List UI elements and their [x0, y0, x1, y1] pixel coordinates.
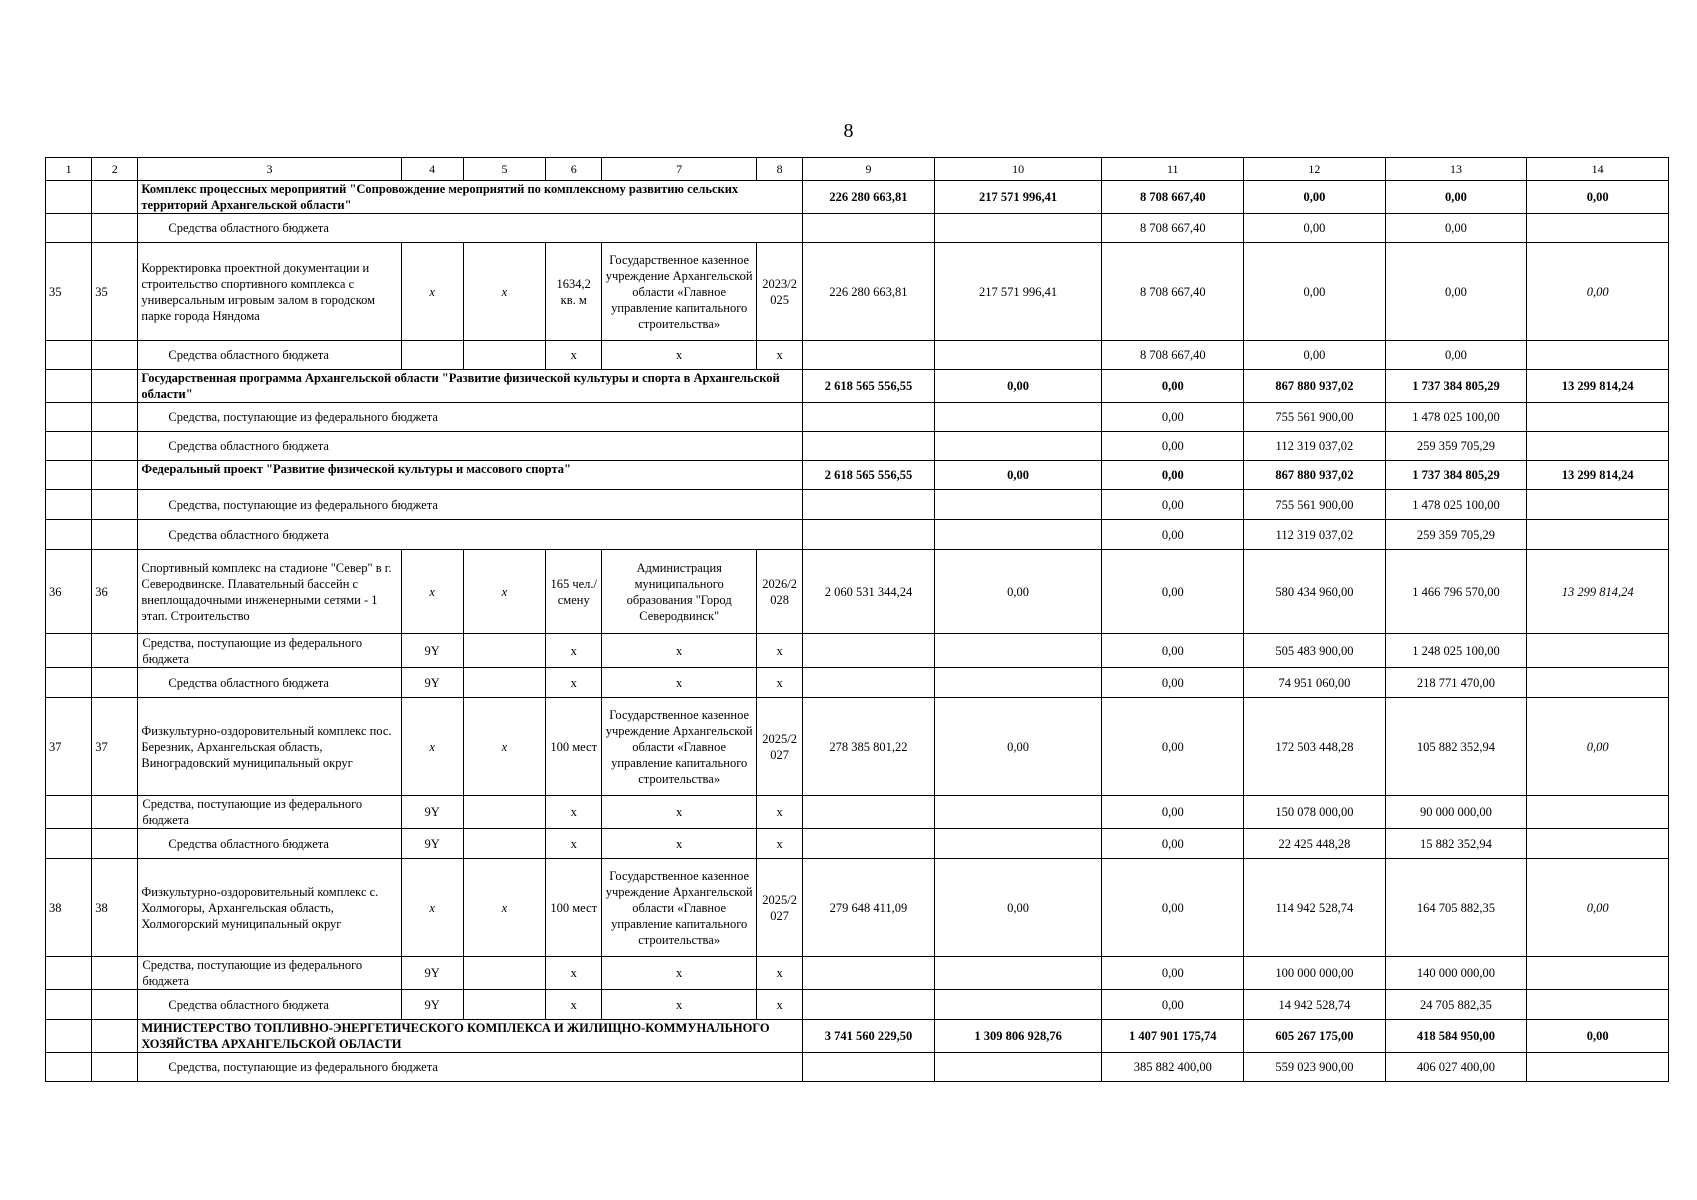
cell-col11: 0,00: [1102, 520, 1244, 550]
cell-col13: 105 882 352,94: [1385, 698, 1527, 796]
cell-col7: x: [602, 796, 757, 829]
period: 2025/2027: [757, 859, 803, 957]
section-title: Федеральный проект "Развитие физической культуры и массового спорта": [138, 461, 803, 490]
funding-row: [46, 341, 1669, 370]
cell-col11: 0,00: [1102, 432, 1244, 461]
cell-col13: 418 584 950,00: [1385, 1020, 1527, 1053]
funding-label: Средства, поступающие из федерального бюджета: [138, 796, 401, 829]
period: 2023/2025: [757, 243, 803, 341]
cell-col14: 13 299 814,24: [1527, 370, 1669, 403]
cell-col4: 9Y: [401, 829, 463, 859]
funding-label: Средства областного бюджета: [138, 668, 401, 698]
cell-col12: 14 942 528,74: [1244, 990, 1386, 1020]
cell-col13: 406 027 400,00: [1385, 1053, 1527, 1082]
cell-col4: х: [401, 859, 463, 957]
cell-col14: 13 299 814,24: [1527, 461, 1669, 490]
funding-row: [46, 432, 1669, 461]
cell-col12: 112 319 037,02: [1244, 432, 1386, 461]
cell-col12: 112 319 037,02: [1244, 520, 1386, 550]
object-name: Физкультурно-оздоровительный комплекс с. Холмогоры, Архангельская область, Холмогорский муниципальный округ: [138, 859, 401, 957]
header-cell: 10: [934, 158, 1102, 181]
cell-col10: 0,00: [934, 370, 1102, 403]
funding-label: Средства, поступающие из федерального бюджета: [138, 1053, 803, 1082]
object-row: [46, 550, 1669, 634]
row-number: 36: [92, 550, 138, 634]
cell-col13: 90 000 000,00: [1385, 796, 1527, 829]
cell-col7: x: [602, 668, 757, 698]
period: 2026/2028: [757, 550, 803, 634]
cell-col10: 0,00: [934, 698, 1102, 796]
header-cell: 3: [138, 158, 401, 181]
cell-col11: 8 708 667,40: [1102, 341, 1244, 370]
cell-col12: 580 434 960,00: [1244, 550, 1386, 634]
row-number: 36: [46, 550, 92, 634]
cell-col12: 0,00: [1244, 181, 1386, 214]
cell-col13: 24 705 882,35: [1385, 990, 1527, 1020]
capacity: 100 мест: [546, 698, 602, 796]
period: 2025/2027: [757, 698, 803, 796]
customer: Администрация муниципального образования "Город Северодвинск": [602, 550, 757, 634]
cell-col6: x: [546, 957, 602, 990]
cell-col14: 0,00: [1527, 698, 1669, 796]
capacity: 1634,2 кв. м: [546, 243, 602, 341]
cell-col14: 0,00: [1527, 181, 1669, 214]
funding-label: Средства, поступающие из федерального бюджета: [138, 490, 803, 520]
cell-col9: 226 280 663,81: [803, 181, 935, 214]
row-number: 37: [46, 698, 92, 796]
cell-col14: 0,00: [1527, 243, 1669, 341]
cell-col4: 9Y: [401, 990, 463, 1020]
customer: Государственное казенное учреждение Архангельской области «Главное управление капитального строительства»: [602, 859, 757, 957]
capacity: 165 чел./смену: [546, 550, 602, 634]
cell-col11: 0,00: [1102, 796, 1244, 829]
cell-col12: 172 503 448,28: [1244, 698, 1386, 796]
header-cell: 12: [1244, 158, 1386, 181]
cell-col13: 0,00: [1385, 243, 1527, 341]
cell-col12: 867 880 937,02: [1244, 461, 1386, 490]
cell-col13: 15 882 352,94: [1385, 829, 1527, 859]
cell-col10: 0,00: [934, 461, 1102, 490]
section-title: МИНИСТЕРСТВО ТОПЛИВНО-ЭНЕРГЕТИЧЕСКОГО КОМПЛЕКСА И ЖИЛИЩНО-КОММУНАЛЬНОГО ХОЗЯЙСТВА АРХАНГЕЛЬСКОЙ ОБЛАСТИ: [138, 1020, 803, 1053]
funding-label: Средства областного бюджета: [138, 829, 401, 859]
cell-col12: 559 023 900,00: [1244, 1053, 1386, 1082]
funding-row: [46, 634, 1669, 668]
header-cell: 9: [803, 158, 935, 181]
cell-col13: 1 466 796 570,00: [1385, 550, 1527, 634]
cell-col4: х: [401, 550, 463, 634]
cell-col12: 755 561 900,00: [1244, 403, 1386, 432]
cell-col13: 0,00: [1385, 341, 1527, 370]
cell-col10: 0,00: [934, 859, 1102, 957]
section-row: [46, 370, 1669, 403]
header-cell: 13: [1385, 158, 1527, 181]
cell-col9: 2 618 565 556,55: [803, 461, 935, 490]
cell-col7: x: [602, 634, 757, 668]
funding-label: Средства областного бюджета: [138, 520, 803, 550]
cell-col12: 114 942 528,74: [1244, 859, 1386, 957]
cell-col6: x: [546, 341, 602, 370]
object-row: [46, 698, 1669, 796]
cell-col8: x: [757, 668, 803, 698]
cell-col11: 0,00: [1102, 550, 1244, 634]
cell-col4: х: [401, 698, 463, 796]
cell-col11: 0,00: [1102, 403, 1244, 432]
cell-col4: 9Y: [401, 668, 463, 698]
cell-col6: x: [546, 634, 602, 668]
object-name: Спортивный комплекс на стадионе "Север" в г. Северодвинске. Плавательный бассейн с внеплощадочными инженерными сетями - 1 этап. Строительство: [138, 550, 401, 634]
cell-col11: 8 708 667,40: [1102, 243, 1244, 341]
funding-row: [46, 668, 1669, 698]
cell-col12: 867 880 937,02: [1244, 370, 1386, 403]
cell-col13: 259 359 705,29: [1385, 520, 1527, 550]
cell-col10: 0,00: [934, 550, 1102, 634]
header-cell: 14: [1527, 158, 1669, 181]
row-number: 35: [46, 243, 92, 341]
cell-col11: 8 708 667,40: [1102, 181, 1244, 214]
funding-label: Средства, поступающие из федерального бюджета: [138, 634, 401, 668]
object-name: Корректировка проектной документации и строительство спортивного комплекса с универсальным игровым залом в городском парке города Няндома: [138, 243, 401, 341]
cell-col6: x: [546, 829, 602, 859]
cell-col12: 605 267 175,00: [1244, 1020, 1386, 1053]
cell-col12: 100 000 000,00: [1244, 957, 1386, 990]
funding-row: [46, 829, 1669, 859]
cell-col8: x: [757, 829, 803, 859]
header-cell: 7: [602, 158, 757, 181]
object-name: Физкультурно-оздоровительный комплекс пос. Березник, Архангельская область, Виноградовский муниципальный округ: [138, 698, 401, 796]
row-number: 35: [92, 243, 138, 341]
cell-col5: х: [463, 859, 545, 957]
cell-col10: 1 309 806 928,76: [934, 1020, 1102, 1053]
cell-col11: 0,00: [1102, 490, 1244, 520]
cell-col12: 755 561 900,00: [1244, 490, 1386, 520]
row-number: 38: [92, 859, 138, 957]
funding-row: [46, 957, 1669, 990]
cell-col13: 1 478 025 100,00: [1385, 490, 1527, 520]
cell-col8: x: [757, 796, 803, 829]
cell-col14: 0,00: [1527, 859, 1669, 957]
section-row: [46, 461, 1669, 490]
cell-col11: 0,00: [1102, 668, 1244, 698]
funding-label: Средства областного бюджета: [138, 990, 401, 1020]
header-cell: 4: [401, 158, 463, 181]
cell-col9: 2 060 531 344,24: [803, 550, 935, 634]
cell-col8: x: [757, 341, 803, 370]
cell-col12: 74 951 060,00: [1244, 668, 1386, 698]
cell-col11: 0,00: [1102, 829, 1244, 859]
cell-col11: 8 708 667,40: [1102, 214, 1244, 243]
cell-col8: x: [757, 990, 803, 1020]
section-row: [46, 181, 1669, 214]
header-cell: 5: [463, 158, 545, 181]
page-number: 8: [843, 120, 854, 142]
cell-col13: 1 248 025 100,00: [1385, 634, 1527, 668]
cell-col9: 278 385 801,22: [803, 698, 935, 796]
cell-col12: 0,00: [1244, 214, 1386, 243]
cell-col11: 0,00: [1102, 634, 1244, 668]
funding-label: Средства областного бюджета: [138, 432, 803, 461]
cell-col12: 150 078 000,00: [1244, 796, 1386, 829]
funding-row: [46, 214, 1669, 243]
cell-col7: x: [602, 829, 757, 859]
cell-col4: 9Y: [401, 796, 463, 829]
header-cell: 2: [92, 158, 138, 181]
cell-col13: 140 000 000,00: [1385, 957, 1527, 990]
cell-col11: 0,00: [1102, 370, 1244, 403]
cell-col13: 0,00: [1385, 214, 1527, 243]
cell-col10: 217 571 996,41: [934, 181, 1102, 214]
cell-col8: x: [757, 957, 803, 990]
section-title: Государственная программа Архангельской области "Развитие физической культуры и спорта в Архангельской области": [138, 370, 803, 403]
header-cell: 11: [1102, 158, 1244, 181]
cell-col11: 0,00: [1102, 990, 1244, 1020]
cell-col13: 218 771 470,00: [1385, 668, 1527, 698]
cell-col12: 505 483 900,00: [1244, 634, 1386, 668]
cell-col13: 164 705 882,35: [1385, 859, 1527, 957]
cell-col14: 0,00: [1527, 1020, 1669, 1053]
cell-col11: 0,00: [1102, 461, 1244, 490]
funding-label: Средства областного бюджета: [138, 214, 803, 243]
object-row: [46, 859, 1669, 957]
cell-col5: х: [463, 550, 545, 634]
cell-col13: 0,00: [1385, 181, 1527, 214]
cell-col11: 0,00: [1102, 957, 1244, 990]
cell-col8: x: [757, 634, 803, 668]
cell-col12: 22 425 448,28: [1244, 829, 1386, 859]
cell-col14: 13 299 814,24: [1527, 550, 1669, 634]
object-row: [46, 243, 1669, 341]
customer: Государственное казенное учреждение Архангельской области «Главное управление капитального строительства»: [602, 698, 757, 796]
cell-col6: x: [546, 668, 602, 698]
cell-col7: x: [602, 341, 757, 370]
cell-col12: 0,00: [1244, 243, 1386, 341]
funding-row: [46, 403, 1669, 432]
row-number: 37: [92, 698, 138, 796]
cell-col9: 3 741 560 229,50: [803, 1020, 935, 1053]
cell-col6: x: [546, 796, 602, 829]
cell-col4: х: [401, 243, 463, 341]
cell-col13: 1 478 025 100,00: [1385, 403, 1527, 432]
cell-col9: 279 648 411,09: [803, 859, 935, 957]
section-title: Комплекс процессных мероприятий "Сопровождение мероприятий по комплексному развитию сельских территорий Архангельской области": [138, 181, 803, 214]
header-cell: 6: [546, 158, 602, 181]
cell-col5: х: [463, 698, 545, 796]
header-cell: 1: [46, 158, 92, 181]
funding-row: [46, 796, 1669, 829]
funding-row: [46, 1053, 1669, 1082]
header-cell: 8: [757, 158, 803, 181]
cell-col6: x: [546, 990, 602, 1020]
budget-table: [45, 157, 1669, 1082]
cell-col10: 217 571 996,41: [934, 243, 1102, 341]
capacity: 100 мест: [546, 859, 602, 957]
cell-col9: 2 618 565 556,55: [803, 370, 935, 403]
cell-col13: 259 359 705,29: [1385, 432, 1527, 461]
cell-col13: 1 737 384 805,29: [1385, 461, 1527, 490]
funding-label: Средства областного бюджета: [138, 341, 401, 370]
funding-row: [46, 490, 1669, 520]
funding-label: Средства, поступающие из федерального бюджета: [138, 403, 803, 432]
cell-col5: х: [463, 243, 545, 341]
cell-col13: 1 737 384 805,29: [1385, 370, 1527, 403]
cell-col4: 9Y: [401, 957, 463, 990]
cell-col12: 0,00: [1244, 341, 1386, 370]
funding-row: [46, 990, 1669, 1020]
funding-row: [46, 520, 1669, 550]
cell-col4: 9Y: [401, 634, 463, 668]
column-number-header-row: [46, 158, 1669, 181]
row-number: 38: [46, 859, 92, 957]
cell-col11: 0,00: [1102, 698, 1244, 796]
funding-label: Средства, поступающие из федерального бюджета: [138, 957, 401, 990]
cell-col11: 1 407 901 175,74: [1102, 1020, 1244, 1053]
cell-col7: x: [602, 990, 757, 1020]
cell-col9: 226 280 663,81: [803, 243, 935, 341]
cell-col11: 385 882 400,00: [1102, 1053, 1244, 1082]
customer: Государственное казенное учреждение Архангельской области «Главное управление капитального строительства»: [602, 243, 757, 341]
cell-col7: x: [602, 957, 757, 990]
section-row: [46, 1020, 1669, 1053]
cell-col11: 0,00: [1102, 859, 1244, 957]
